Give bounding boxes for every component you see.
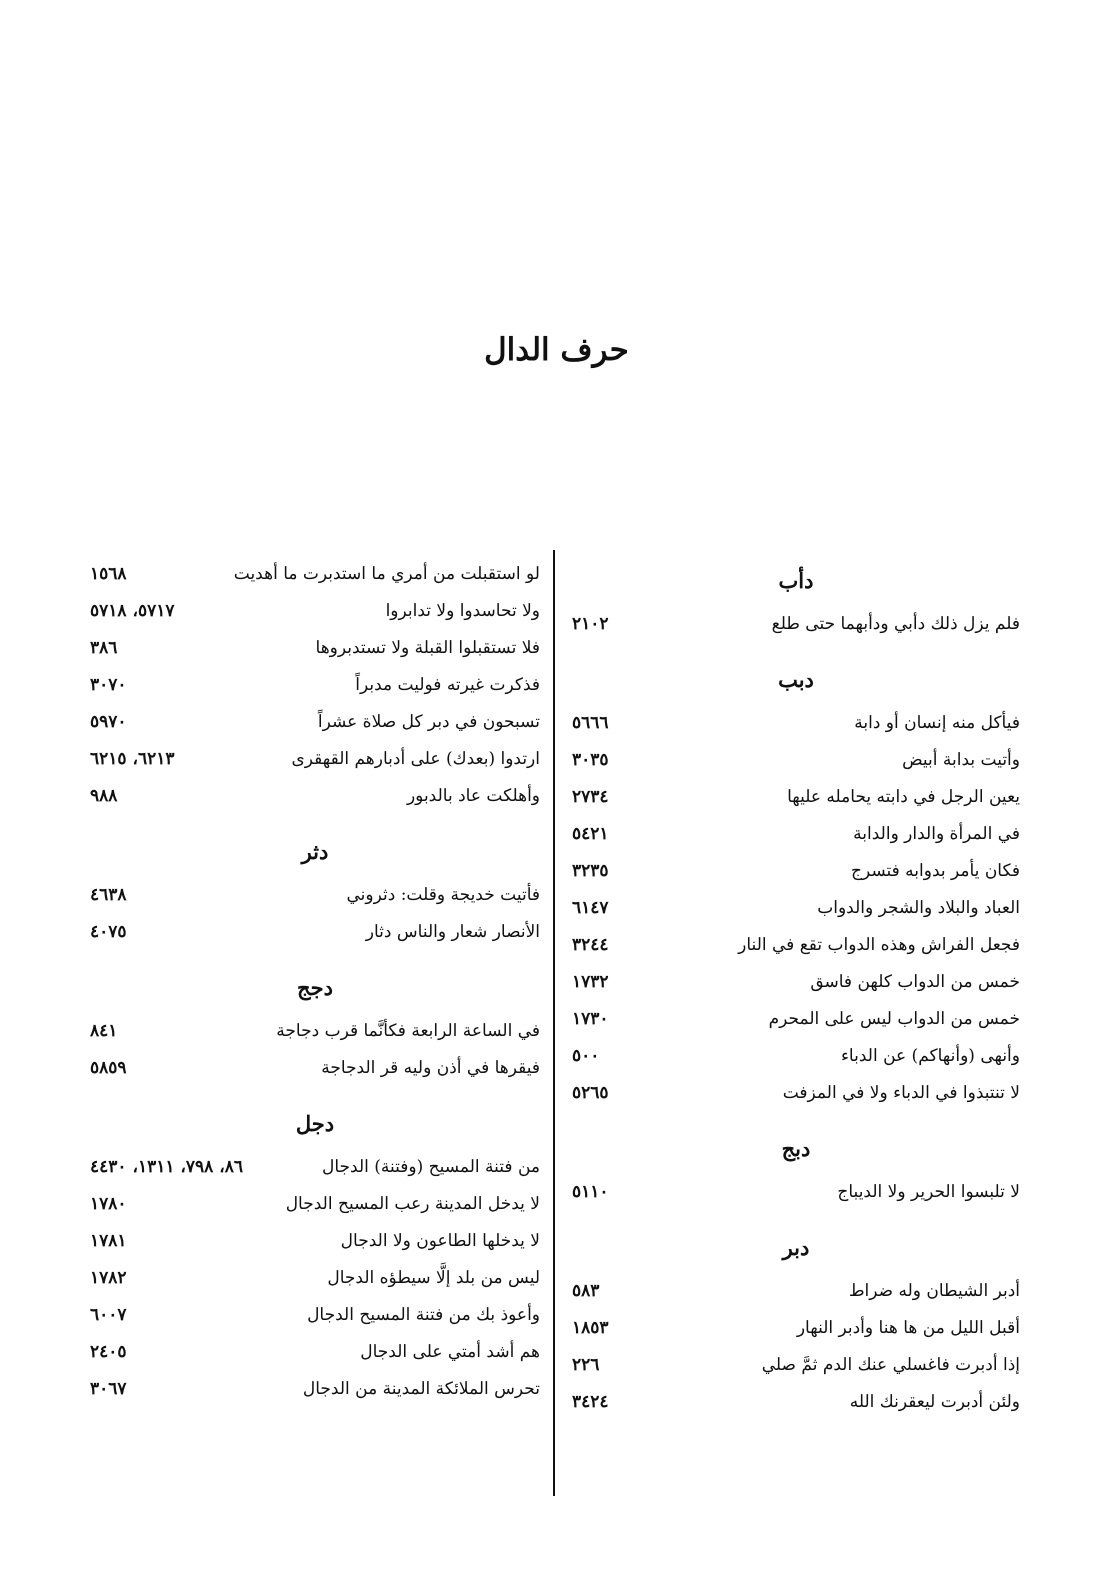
index-entry xyxy=(90,667,540,704)
index-entry xyxy=(572,816,1020,853)
root-heading: دجج xyxy=(297,975,333,1000)
right-column xyxy=(572,556,1020,1496)
root-heading: دثر xyxy=(301,839,329,864)
entry-text: وأعوذ بك من فتنة المسيح الدجال xyxy=(307,1305,540,1325)
index-entry xyxy=(572,1075,1020,1112)
index-entry xyxy=(90,1149,540,1186)
entry-ref-number: ٥٨٣ xyxy=(572,1281,600,1301)
entry-text: خمس من الدواب ليس على المحرم xyxy=(768,1009,1020,1029)
index-entry xyxy=(572,1273,1020,1310)
entry-ref-number: ٣٢٣٥ xyxy=(572,861,609,881)
entry-text: أقبل الليل من ها هنا وأدبر النهار xyxy=(796,1318,1020,1338)
index-entry xyxy=(572,927,1020,964)
entry-ref-number: ٥٢٦٥ xyxy=(572,1083,609,1103)
index-entry xyxy=(572,1174,1020,1211)
index-entry xyxy=(572,606,1020,643)
index-entry xyxy=(90,741,540,778)
entry-text: وأنهى (وأنهاكم) عن الدباء xyxy=(840,1046,1020,1066)
root-heading: دجل xyxy=(295,1111,335,1136)
entry-ref-number: ٦٢١٣، ٦٢١٥ xyxy=(90,749,175,769)
entry-ref-number: ٥٩٧٠ xyxy=(90,712,127,732)
entry-text: فلا تستقبلوا القبلة ولا تستدبروها xyxy=(315,638,540,658)
index-entry xyxy=(90,630,540,667)
entry-text: لا يدخل المدينة رعب المسيح الدجال xyxy=(285,1194,540,1214)
index-entry xyxy=(90,1297,540,1334)
entry-text: وأتيت بدابة أبيض xyxy=(902,750,1020,770)
root-heading: دبج xyxy=(781,1136,811,1161)
entry-ref-number: ٥٦٦٦ xyxy=(572,713,609,733)
entry-text: يعين الرجل في دابته يحامله عليها xyxy=(787,787,1020,807)
index-entry xyxy=(90,704,540,741)
entry-ref-number: ٨٦، ٧٩٨، ١٣١١، ٤٤٣٠ xyxy=(90,1157,243,1177)
entry-ref-number: ٩٨٨ xyxy=(90,786,118,806)
entry-ref-number: ١٥٦٨ xyxy=(90,564,127,584)
entry-ref-number: ٣٠٧٠ xyxy=(90,675,127,695)
entry-text: فيأكل منه إنسان أو دابة xyxy=(854,713,1020,733)
index-entry xyxy=(90,778,540,815)
index-entry xyxy=(90,1260,540,1297)
index-entry xyxy=(572,779,1020,816)
entry-ref-number: ٥٨٥٩ xyxy=(90,1058,127,1078)
column-divider xyxy=(553,550,555,1496)
index-entry xyxy=(572,742,1020,779)
entry-text: في المرأة والدار والدابة xyxy=(853,824,1020,844)
index-entry xyxy=(572,705,1020,742)
entry-text: هم أشد أمتي على الدجال xyxy=(360,1342,540,1362)
entry-ref-number: ١٧٨١ xyxy=(90,1231,127,1251)
entry-ref-number: ١٧٨٢ xyxy=(90,1268,127,1288)
entry-text: وأهلكت عاد بالدبور xyxy=(406,786,540,806)
entry-text: تحرس الملائكة المدينة من الدجال xyxy=(302,1379,540,1399)
index-entry xyxy=(572,853,1020,890)
index-entry xyxy=(572,890,1020,927)
entry-text: العباد والبلاد والشجر والدواب xyxy=(817,898,1020,918)
page-title: حرف الدال xyxy=(484,332,629,368)
entry-ref-number: ١٧٣٢ xyxy=(572,972,609,992)
entry-text: ولئن أدبرت ليعقرنك الله xyxy=(849,1392,1020,1412)
entry-text: الأنصار شعار والناس دثار xyxy=(365,922,540,942)
entry-ref-number: ١٧٨٠ xyxy=(90,1194,127,1214)
entry-text: إذا أدبرت فاغسلي عنك الدم ثمَّ صلي xyxy=(761,1355,1020,1375)
index-entry xyxy=(90,1050,540,1087)
entry-ref-number: ٤٦٣٨ xyxy=(90,885,127,905)
root-heading: دبر xyxy=(782,1235,810,1260)
index-entry xyxy=(90,877,540,914)
left-column xyxy=(90,556,540,1496)
entry-ref-number: ٤٠٧٥ xyxy=(90,922,127,942)
entry-ref-number: ٨٤١ xyxy=(90,1021,118,1041)
entry-ref-number: ٥١١٠ xyxy=(572,1182,609,1202)
entry-text: فأتيت خديجة وقلت: دثروني xyxy=(346,885,540,905)
index-entry xyxy=(90,593,540,630)
entry-ref-number: ١٧٣٠ xyxy=(572,1009,609,1029)
index-entry xyxy=(90,1013,540,1050)
index-entry xyxy=(90,1371,540,1408)
index-entry xyxy=(572,1001,1020,1038)
entry-ref-number: ٢٧٣٤ xyxy=(572,787,609,807)
entry-ref-number: ٣٠٦٧ xyxy=(90,1379,127,1399)
entry-text: فكان يأمر بدوابه فتسرج xyxy=(851,861,1020,881)
entry-text: فيقرها في أذن وليه قر الدجاجة xyxy=(321,1058,540,1078)
entry-ref-number: ٢٤٠٥ xyxy=(90,1342,127,1362)
entry-text: أدبر الشيطان وله ضراط xyxy=(848,1281,1020,1301)
entry-ref-number: ٦٠٠٧ xyxy=(90,1305,127,1325)
entry-text: من فتنة المسيح (وفتنة) الدجال xyxy=(321,1157,540,1177)
entry-text: ارتدوا (بعدك) على أدبارهم القهقرى xyxy=(291,749,540,769)
entry-ref-number: ٢١٠٢ xyxy=(572,614,609,634)
index-entry xyxy=(572,1038,1020,1075)
entry-text: فلم يزل ذلك دأبي ودأبهما حتى طلع xyxy=(771,614,1020,634)
index-entry xyxy=(90,1334,540,1371)
entry-text: تسبحون في دبر كل صلاة عشراً xyxy=(317,712,540,732)
entry-ref-number: ٣٨٦ xyxy=(90,638,118,658)
index-entry xyxy=(572,1310,1020,1347)
index-entry xyxy=(90,1223,540,1260)
index-entry xyxy=(90,914,540,951)
entry-text: ولا تحاسدوا ولا تدابروا xyxy=(385,601,540,621)
entry-text: لا تلبسوا الحرير ولا الديباج xyxy=(837,1182,1020,1202)
entry-text: خمس من الدواب كلهن فاسق xyxy=(810,972,1020,992)
index-entry xyxy=(572,964,1020,1001)
entry-text: فجعل الفراش وهذه الدواب تقع في النار xyxy=(738,935,1020,955)
entry-text: في الساعة الرابعة فكأنَّما قرب دجاجة xyxy=(276,1021,540,1041)
entry-text: لا تنتبذوا في الدباء ولا في المزفت xyxy=(782,1083,1020,1103)
index-entry xyxy=(572,1384,1020,1421)
entry-ref-number: ٣٠٣٥ xyxy=(572,750,609,770)
entry-text: فذكرت غيرته فوليت مدبراً xyxy=(355,675,540,695)
index-entry xyxy=(90,556,540,593)
entry-ref-number: ١٨٥٣ xyxy=(572,1318,609,1338)
entry-ref-number: ٥٠٠ xyxy=(572,1046,600,1066)
entry-ref-number: ٣٤٢٤ xyxy=(572,1392,609,1412)
entry-ref-number: ٣٢٤٤ xyxy=(572,935,609,955)
entry-text: لو استقبلت من أمري ما استدبرت ما أهديت xyxy=(233,564,540,584)
entry-text: ليس من بلد إلَّا سيطؤه الدجال xyxy=(327,1268,540,1288)
root-heading: دبب xyxy=(778,667,814,692)
entry-ref-number: ٥٧١٧، ٥٧١٨ xyxy=(90,601,175,621)
index-entry xyxy=(572,1347,1020,1384)
entry-ref-number: ٦١٤٧ xyxy=(572,898,609,918)
entry-ref-number: ٢٢٦ xyxy=(572,1355,600,1375)
entry-ref-number: ٥٤٢١ xyxy=(572,824,609,844)
root-heading: دأب xyxy=(778,568,814,593)
entry-text: لا يدخلها الطاعون ولا الدجال xyxy=(340,1231,540,1251)
index-entry xyxy=(90,1186,540,1223)
